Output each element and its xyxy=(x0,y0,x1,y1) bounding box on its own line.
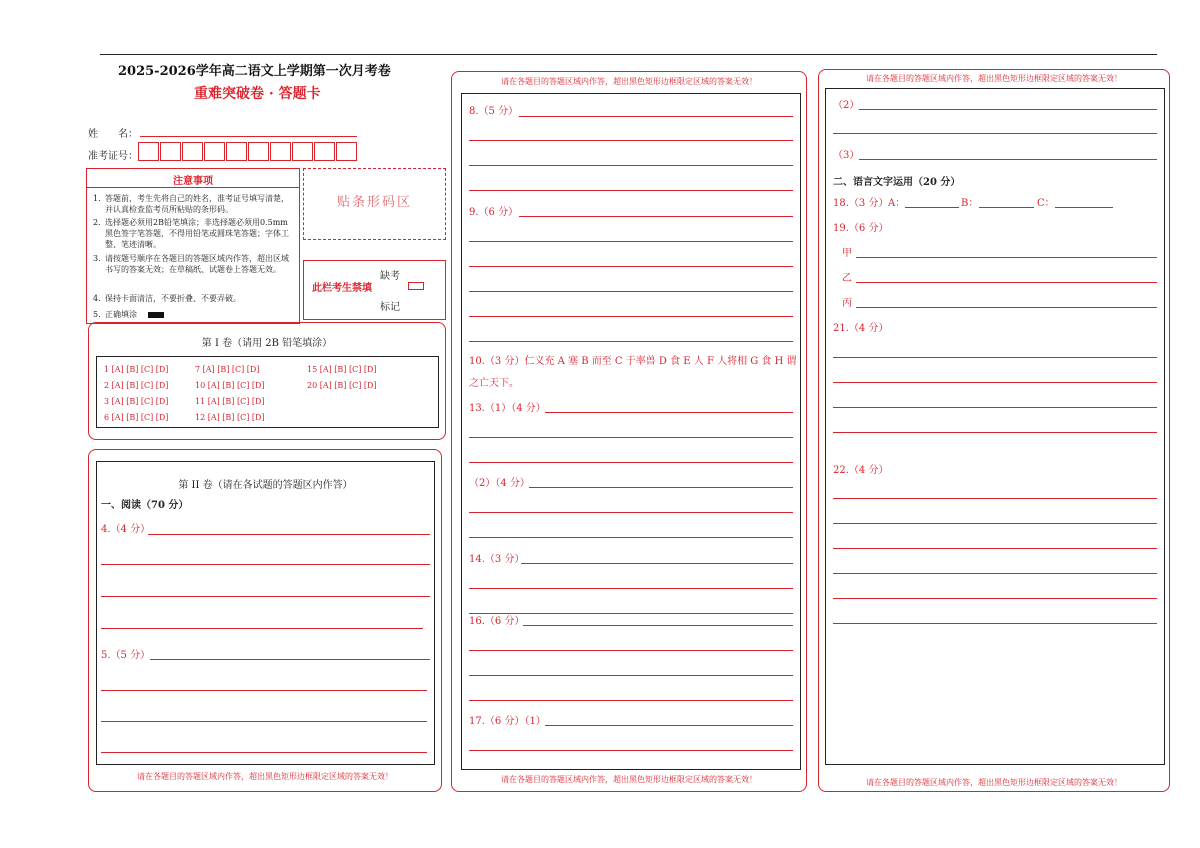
choice-item[interactable]: 1 [A] [B] [C] [D] xyxy=(104,365,169,374)
answer-line[interactable] xyxy=(101,596,430,597)
q10-label-continued: 之亡天下。 xyxy=(469,378,519,389)
barcode-area xyxy=(303,168,446,240)
answer-line[interactable] xyxy=(148,534,430,535)
answer-line[interactable] xyxy=(469,266,793,267)
answer-line[interactable] xyxy=(469,588,793,589)
q22-label: 22.（4 分） xyxy=(833,465,889,476)
answer-line[interactable] xyxy=(833,382,1157,383)
answer-line[interactable] xyxy=(469,700,793,701)
answer-line[interactable] xyxy=(469,140,793,141)
answer-line[interactable] xyxy=(545,725,793,726)
answer-line[interactable] xyxy=(469,462,793,463)
q18-b-blank[interactable] xyxy=(979,207,1034,208)
id-boxes[interactable] xyxy=(138,142,358,161)
boundary-warning: 请在各题目的答题区域内作答，超出黑色矩形边框限定区域的答案无效！ xyxy=(137,772,393,781)
answer-line[interactable] xyxy=(833,407,1157,408)
id-label: 准考证号： xyxy=(88,151,138,162)
answer-line[interactable] xyxy=(833,598,1157,599)
answer-line[interactable] xyxy=(469,437,793,438)
answer-line[interactable] xyxy=(469,165,793,166)
answer-line[interactable] xyxy=(469,750,793,751)
answer-line[interactable] xyxy=(856,307,1157,308)
part1-heading: 一、阅读（70 分） xyxy=(101,500,189,511)
answer-card-subtitle: 重难突破卷 · 答题卡 xyxy=(194,86,321,102)
q18-label: 18.（3 分） xyxy=(833,198,889,209)
absence-note: 此栏考生禁填 xyxy=(312,283,372,294)
answer-line[interactable] xyxy=(469,316,793,317)
boundary-warning: 请在各题目的答题区域内作答，超出黑色矩形边框限定区域的答案无效！ xyxy=(866,778,1122,787)
q14-label: 14.（3 分） xyxy=(469,554,525,565)
choice-item[interactable]: 12 [A] [B] [C] [D] xyxy=(195,413,265,422)
answer-line[interactable] xyxy=(859,109,1157,110)
answer-line[interactable] xyxy=(469,512,793,513)
answer-line[interactable] xyxy=(101,721,427,722)
notice-item: 1. 答题前，考生先将自己的姓名，准考证号填写清楚，并认真检查监考员所粘贴的条形码。 xyxy=(93,194,289,214)
q17-3-label: （3） xyxy=(833,150,860,161)
answer-line[interactable] xyxy=(101,628,423,629)
q17-label: 17.（6 分）（1） xyxy=(469,716,546,727)
q10-label: 10.（3 分）仁义充 A 塞 B 而至 C 于率兽 D 食 E 人 F 人将相 G 食 H 谓 xyxy=(469,356,797,367)
choice-item[interactable]: 11 [A] [B] [C] [D] xyxy=(195,397,265,406)
choice-item[interactable]: 2 [A] [B] [C] [D] xyxy=(104,381,169,390)
answer-line[interactable] xyxy=(469,537,793,538)
answer-line[interactable] xyxy=(833,357,1157,358)
answer-line[interactable] xyxy=(833,523,1157,524)
q18-c-label: C： xyxy=(1037,198,1055,209)
boundary-warning: 请在各题目的答题区域内作答，超出黑色矩形边框限定区域的答案无效！ xyxy=(866,74,1122,83)
answer-line[interactable] xyxy=(469,291,793,292)
answer-line[interactable] xyxy=(856,257,1157,258)
notice-item: 5. 正确填涂 xyxy=(93,309,295,320)
answer-line[interactable] xyxy=(101,752,427,753)
section1-title: 第 I 卷（请用 2B 铅笔填涂） xyxy=(201,338,333,349)
choice-item[interactable]: 20 [A] [B] [C] [D] xyxy=(307,381,377,390)
answer-line[interactable] xyxy=(833,133,1157,134)
absence-top-label: 缺考 xyxy=(380,271,400,282)
q19-b-label: 乙 xyxy=(842,273,852,284)
choice-item[interactable]: 15 [A] [B] [C] [D] xyxy=(307,365,377,374)
answer-line[interactable] xyxy=(833,623,1157,624)
q18-c-blank[interactable] xyxy=(1055,207,1113,208)
answer-line[interactable] xyxy=(469,650,793,651)
exam-title: 2025-2026学年高二语文上学期第一次月考卷 xyxy=(118,64,391,79)
boundary-warning: 请在各题目的答题区域内作答，超出黑色矩形边框限定区域的答案无效！ xyxy=(501,77,757,86)
answer-line[interactable] xyxy=(519,116,793,117)
answer-line[interactable] xyxy=(469,613,793,614)
answer-line[interactable] xyxy=(529,487,793,488)
filled-sample-mark xyxy=(148,312,164,318)
notice-item: 4. 保持卡面清洁，不要折叠、不要弄破。 xyxy=(93,294,241,303)
q21-label: 21.（4 分） xyxy=(833,323,889,334)
q19-label: 19.（6 分） xyxy=(833,223,889,234)
answer-line[interactable] xyxy=(523,625,793,626)
q16-label: 16.（6 分） xyxy=(469,616,525,627)
choice-item[interactable]: 7 [A] [B] [C] [D] xyxy=(195,365,260,374)
answer-line[interactable] xyxy=(833,498,1157,499)
answer-line[interactable] xyxy=(519,216,793,217)
notice-item: 3. 请按题号顺序在各题目的答题区域内作答，超出区域书写的答案无效；在草稿纸、试题卷上答题无效。 xyxy=(93,254,289,274)
part2-heading: 二、语言文字运用（20 分） xyxy=(833,177,961,188)
q5-label: 5.（5 分） xyxy=(101,650,151,661)
answer-line[interactable] xyxy=(150,659,430,660)
answer-line[interactable] xyxy=(859,159,1157,160)
barcode-label: 贴条形码区 xyxy=(336,195,412,210)
answer-line[interactable] xyxy=(469,241,793,242)
choice-item[interactable]: 6 [A] [B] [C] [D] xyxy=(104,413,169,422)
answer-line[interactable] xyxy=(469,675,793,676)
answer-line[interactable] xyxy=(833,548,1157,549)
choice-item[interactable]: 3 [A] [B] [C] [D] xyxy=(104,397,169,406)
section2-title: 第 II 卷（请在各试题的答题区内作答） xyxy=(178,480,353,491)
boundary-warning: 请在各题目的答题区域内作答，超出黑色矩形边框限定区域的答案无效！ xyxy=(501,775,757,784)
name-field[interactable] xyxy=(140,136,357,137)
q18-a-blank[interactable] xyxy=(905,207,959,208)
top-rule xyxy=(100,54,1157,55)
q18-b-label: B： xyxy=(961,198,979,209)
q19-c-label: 丙 xyxy=(842,298,852,309)
absence-checkbox[interactable] xyxy=(408,282,424,290)
notice-box xyxy=(86,168,300,324)
q13-2-label: （2）（4 分） xyxy=(469,478,530,489)
q4-label: 4.（4 分） xyxy=(101,524,151,535)
q13-1-label: 13.（1）（4 分） xyxy=(469,403,546,414)
answer-frame-middle xyxy=(461,93,801,770)
notice-item: 2. 选择题必须用2B铅笔填涂；非选择题必须用0.5mm黑色签字笔答题，不得用铅笔或圆珠笔答题；字体工整、笔迹清晰。 xyxy=(93,218,289,249)
choice-item[interactable]: 10 [A] [B] [C] [D] xyxy=(195,381,265,390)
notice-title: 注意事项 xyxy=(173,176,213,187)
q8-label: 8.（5 分） xyxy=(469,106,519,117)
answer-line[interactable] xyxy=(833,573,1157,574)
answer-line[interactable] xyxy=(833,432,1157,433)
name-label: 姓 名： xyxy=(88,129,138,140)
answer-line[interactable] xyxy=(856,282,1157,283)
answer-frame-right xyxy=(825,88,1165,765)
q17-2-label: （2） xyxy=(833,100,860,111)
answer-line[interactable] xyxy=(101,564,430,565)
q19-a-label: 甲 xyxy=(842,248,852,259)
absence-box xyxy=(303,260,446,320)
absence-bottom-label: 标记 xyxy=(380,302,400,313)
q18-a-label: A： xyxy=(888,198,906,209)
answer-line[interactable] xyxy=(469,341,793,342)
q9-label: 9.（6 分） xyxy=(469,207,519,218)
answer-line[interactable] xyxy=(521,563,793,564)
answer-line[interactable] xyxy=(101,690,427,691)
answer-line[interactable] xyxy=(469,190,793,191)
answer-line[interactable] xyxy=(545,412,793,413)
